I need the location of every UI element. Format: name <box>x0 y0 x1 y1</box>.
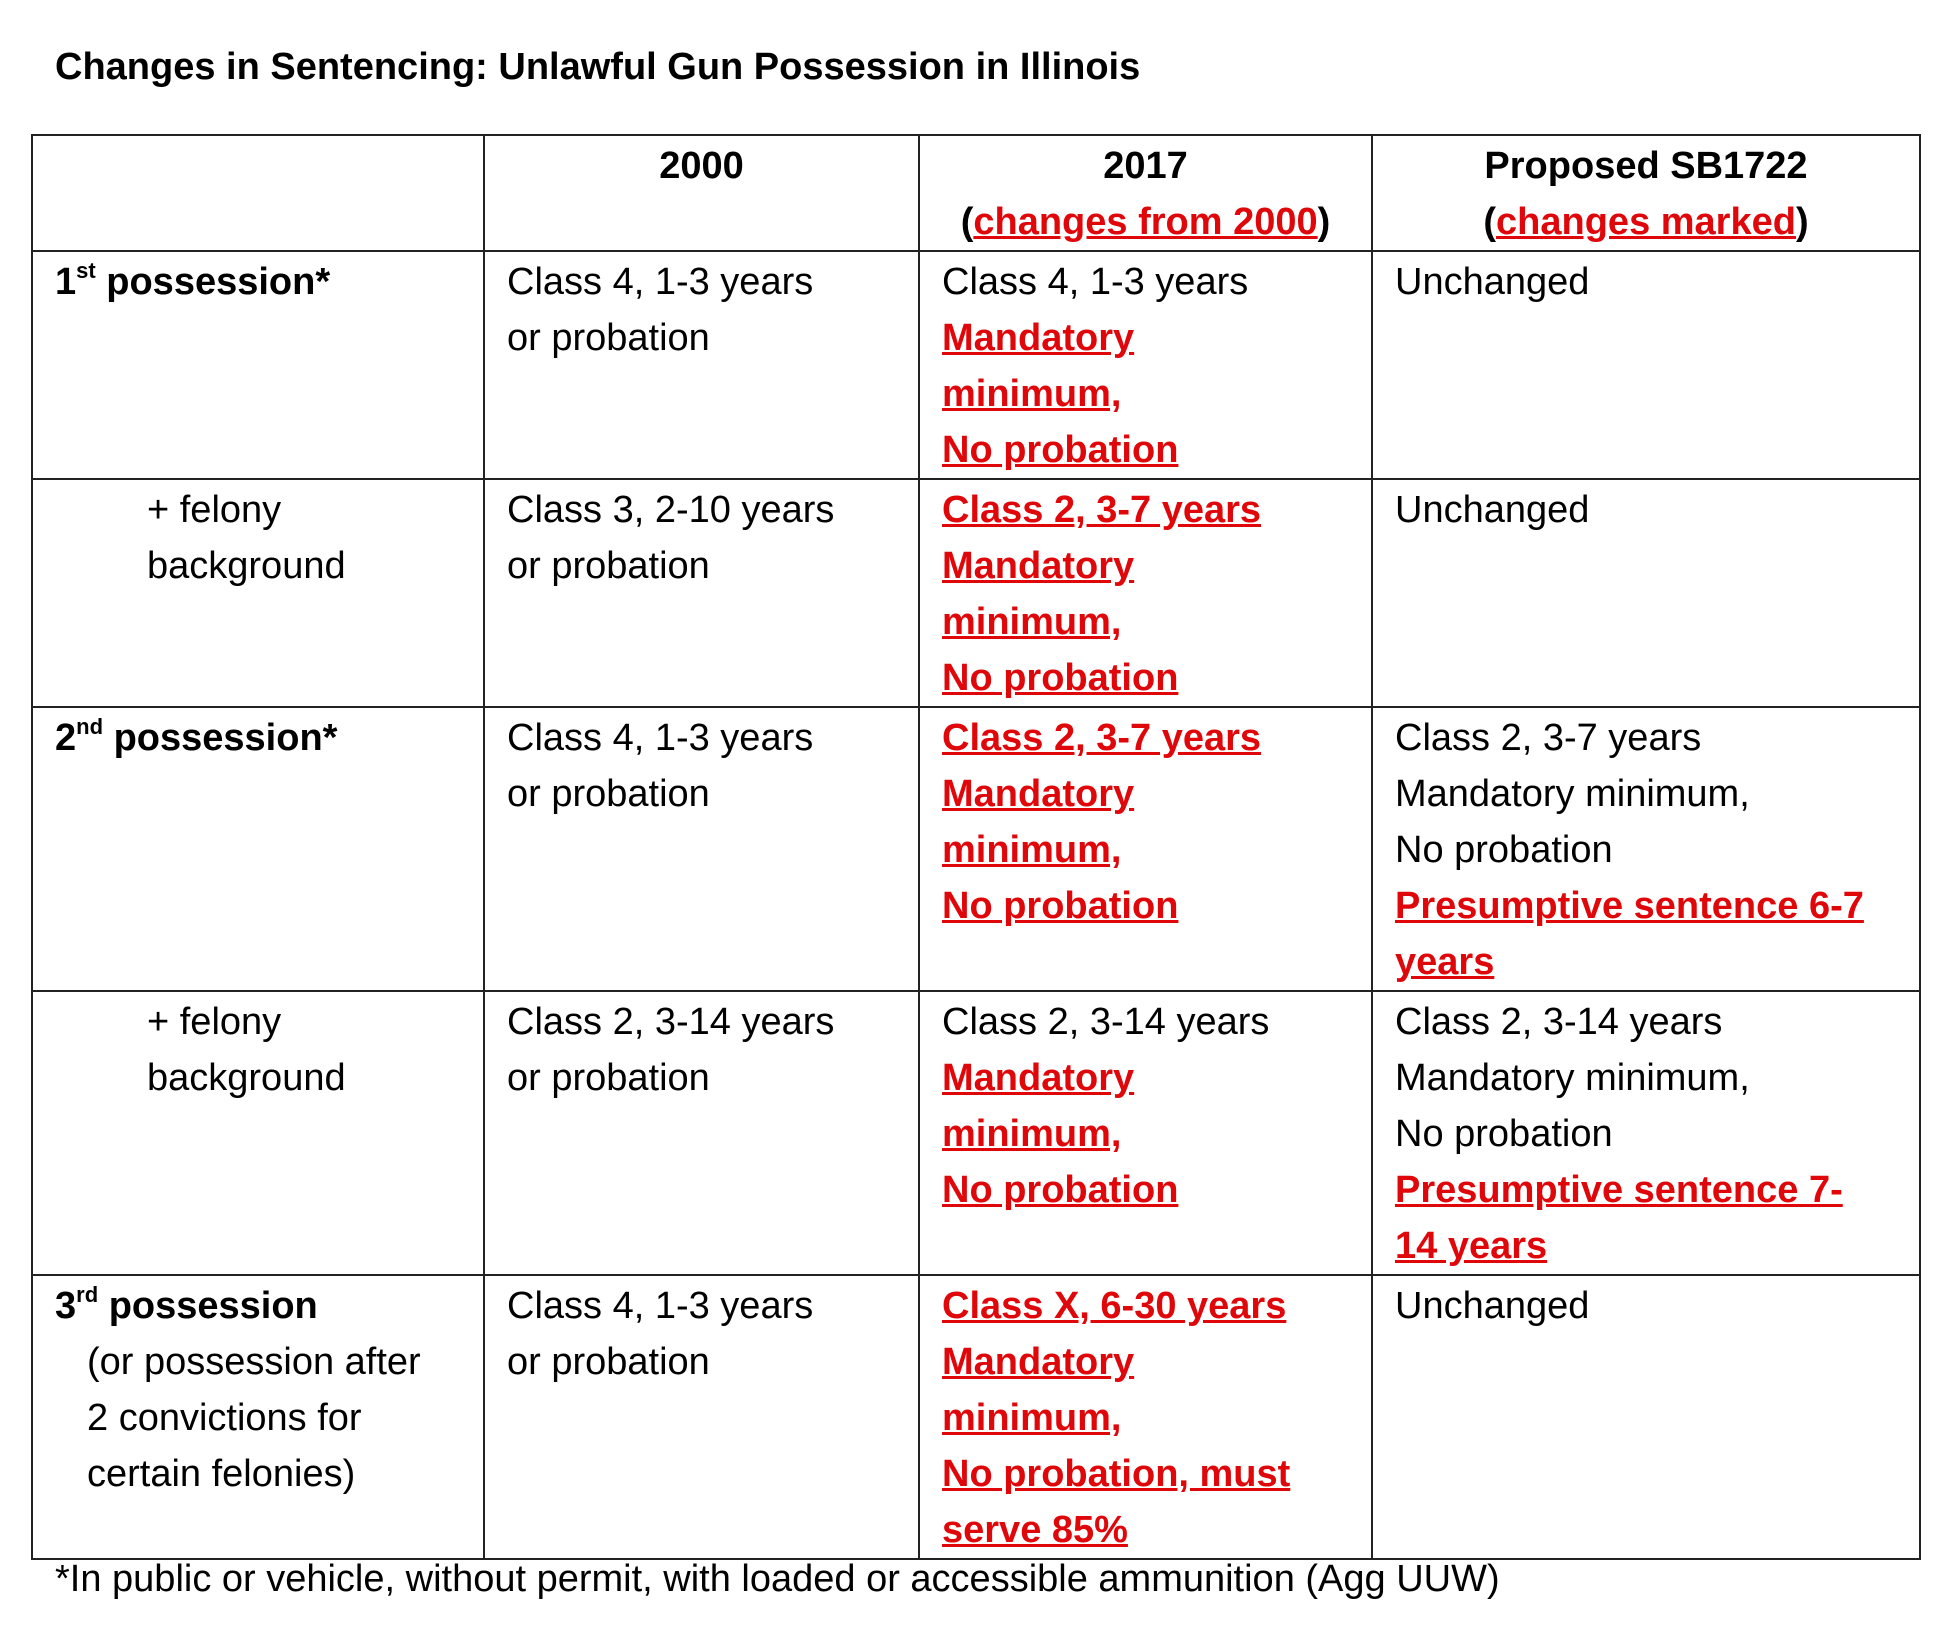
row-label-sub: background <box>147 545 346 587</box>
cell-line <box>942 822 1349 878</box>
changed-text: Mandatory <box>942 1057 1135 1099</box>
row-label-sub: + felony <box>147 1001 282 1043</box>
ordinal-suffix: st <box>76 258 96 283</box>
table-row <box>32 991 1920 1275</box>
page-title: Changes in Sentencing: Unlawful Gun Possession in Illinois <box>55 46 1141 88</box>
changed-text: 14 years <box>1395 1225 1548 1267</box>
cell-proposed <box>1372 707 1920 991</box>
ordinal-suffix: rd <box>76 1282 99 1307</box>
cell-line: Class 2, 3-14 years <box>507 1001 835 1043</box>
row-label-cell <box>32 991 484 1275</box>
table-row <box>32 1275 1920 1559</box>
row-label <box>55 710 461 766</box>
cell-line <box>1395 1278 1897 1334</box>
row-label-cell <box>32 251 484 479</box>
changed-text: serve 85% <box>942 1509 1128 1551</box>
header-2000 <box>484 135 919 251</box>
changed-text: minimum, <box>942 373 1122 415</box>
table-row <box>32 251 1920 479</box>
cell-line: Class 4, 1-3 years <box>507 1285 814 1327</box>
header-2017-note-text: changes from 2000 <box>973 201 1318 243</box>
cell-line <box>942 1446 1349 1502</box>
ordinal-number: 2 <box>55 717 77 759</box>
cell-line <box>942 366 1349 422</box>
cell-text: No probation <box>1395 829 1613 871</box>
cell-line <box>1395 822 1897 878</box>
header-proposed-note: (changes marked) <box>1483 201 1809 243</box>
cell-proposed <box>1372 251 1920 479</box>
cell-2017 <box>919 991 1372 1275</box>
cell-2017 <box>919 707 1372 991</box>
cell-line <box>942 538 1349 594</box>
row-label-note: 2 convictions for <box>87 1397 362 1439</box>
changed-text: Mandatory <box>942 317 1135 359</box>
header-2000-label: 2000 <box>659 145 744 187</box>
cell-line: or probation <box>507 317 710 359</box>
cell-2017 <box>919 1275 1372 1559</box>
cell-2017 <box>919 251 1372 479</box>
cell-text: Unchanged <box>1395 1285 1590 1327</box>
ordinal-suffix: nd <box>76 714 104 739</box>
changed-text: Class 2, 3-7 years <box>942 717 1262 759</box>
cell-line: or probation <box>507 773 710 815</box>
cell-line <box>942 994 1349 1050</box>
cell-line <box>942 878 1349 934</box>
cell-line <box>942 710 1349 766</box>
possession-text: possession* <box>103 717 338 759</box>
cell-2017 <box>919 479 1372 707</box>
changed-text: No probation <box>942 429 1179 471</box>
changed-text: No probation <box>942 657 1179 699</box>
cell-2000 <box>484 479 919 707</box>
cell-text: Mandatory minimum, <box>1395 1057 1750 1099</box>
cell-proposed <box>1372 991 1920 1275</box>
cell-proposed <box>1372 1275 1920 1559</box>
changed-text: Presumptive sentence 6-7 <box>1395 885 1864 927</box>
cell-line <box>1395 254 1897 310</box>
cell-line <box>942 650 1349 706</box>
cell-text: Class 2, 3-7 years <box>1395 717 1702 759</box>
cell-line <box>1395 1218 1897 1274</box>
changed-text: minimum, <box>942 1113 1122 1155</box>
cell-line <box>942 1278 1349 1334</box>
cell-line: Class 4, 1-3 years <box>507 261 814 303</box>
cell-text: Unchanged <box>1395 489 1590 531</box>
cell-line <box>942 1390 1349 1446</box>
cell-text: Class 4, 1-3 years <box>942 261 1249 303</box>
cell-line <box>942 1050 1349 1106</box>
footnote: *In public or vehicle, without permit, with loaded or accessible ammunition (Agg UUW) <box>55 1558 1500 1600</box>
cell-line <box>1395 934 1897 990</box>
cell-line <box>1395 994 1897 1050</box>
row-label-cell <box>32 479 484 707</box>
cell-line <box>942 310 1349 366</box>
cell-line <box>942 482 1349 538</box>
ordinal-number: 3 <box>55 1285 77 1327</box>
row-label-sub: + felony <box>147 489 282 531</box>
header-proposed-note-text: changes marked <box>1496 201 1796 243</box>
cell-line <box>942 1106 1349 1162</box>
cell-line <box>942 1162 1349 1218</box>
possession-text: possession <box>98 1285 318 1327</box>
cell-text: Class 2, 3-14 years <box>1395 1001 1723 1043</box>
cell-line <box>942 1502 1349 1558</box>
cell-text: Mandatory minimum, <box>1395 773 1750 815</box>
row-label <box>55 1278 461 1334</box>
cell-line <box>1395 878 1897 934</box>
cell-text: No probation <box>1395 1113 1613 1155</box>
header-2017-label: 2017 <box>1103 145 1188 187</box>
cell-line <box>1395 1162 1897 1218</box>
sentencing-table <box>31 134 1921 1560</box>
row-label-cell <box>32 707 484 991</box>
changed-text: No probation, must <box>942 1453 1291 1495</box>
cell-2000 <box>484 991 919 1275</box>
cell-line <box>942 422 1349 478</box>
cell-text: Unchanged <box>1395 261 1590 303</box>
cell-2000 <box>484 251 919 479</box>
header-proposed <box>1372 135 1920 251</box>
cell-line <box>942 594 1349 650</box>
cell-line <box>942 766 1349 822</box>
row-label-note: certain felonies) <box>87 1453 356 1495</box>
table-row <box>32 479 1920 707</box>
cell-line: or probation <box>507 1057 710 1099</box>
changed-text: Mandatory <box>942 773 1135 815</box>
changed-text: minimum, <box>942 1397 1122 1439</box>
cell-2000 <box>484 1275 919 1559</box>
table-header-row <box>32 135 1920 251</box>
changed-text: Mandatory <box>942 545 1135 587</box>
cell-line <box>1395 1106 1897 1162</box>
changed-text: years <box>1395 941 1495 983</box>
cell-line <box>1395 1050 1897 1106</box>
cell-line <box>1395 482 1897 538</box>
table-row <box>32 707 1920 991</box>
changed-text: Class X, 6-30 years <box>942 1285 1287 1327</box>
cell-line <box>1395 766 1897 822</box>
cell-line: Class 3, 2-10 years <box>507 489 835 531</box>
header-2017 <box>919 135 1372 251</box>
cell-line <box>1395 710 1897 766</box>
header-empty-cell <box>32 135 484 251</box>
changed-text: minimum, <box>942 829 1122 871</box>
row-label-sub: background <box>147 1057 346 1099</box>
row-label-note: (or possession after <box>87 1341 421 1383</box>
possession-text: possession* <box>95 261 331 303</box>
cell-line: or probation <box>507 545 710 587</box>
cell-2000 <box>484 707 919 991</box>
cell-line <box>942 1334 1349 1390</box>
cell-line <box>942 254 1349 310</box>
cell-proposed <box>1372 479 1920 707</box>
changed-text: Presumptive sentence 7- <box>1395 1169 1843 1211</box>
changed-text: Class 2, 3-7 years <box>942 489 1262 531</box>
changed-text: minimum, <box>942 601 1122 643</box>
row-label-cell <box>32 1275 484 1559</box>
changed-text: No probation <box>942 885 1179 927</box>
cell-line: or probation <box>507 1341 710 1383</box>
cell-line: Class 4, 1-3 years <box>507 717 814 759</box>
ordinal-number: 1 <box>55 261 77 303</box>
header-proposed-label: Proposed SB1722 <box>1484 145 1808 187</box>
changed-text: No probation <box>942 1169 1179 1211</box>
row-label <box>55 254 461 310</box>
header-2017-note: (changes from 2000) <box>960 201 1331 243</box>
cell-text: Class 2, 3-14 years <box>942 1001 1270 1043</box>
changed-text: Mandatory <box>942 1341 1135 1383</box>
